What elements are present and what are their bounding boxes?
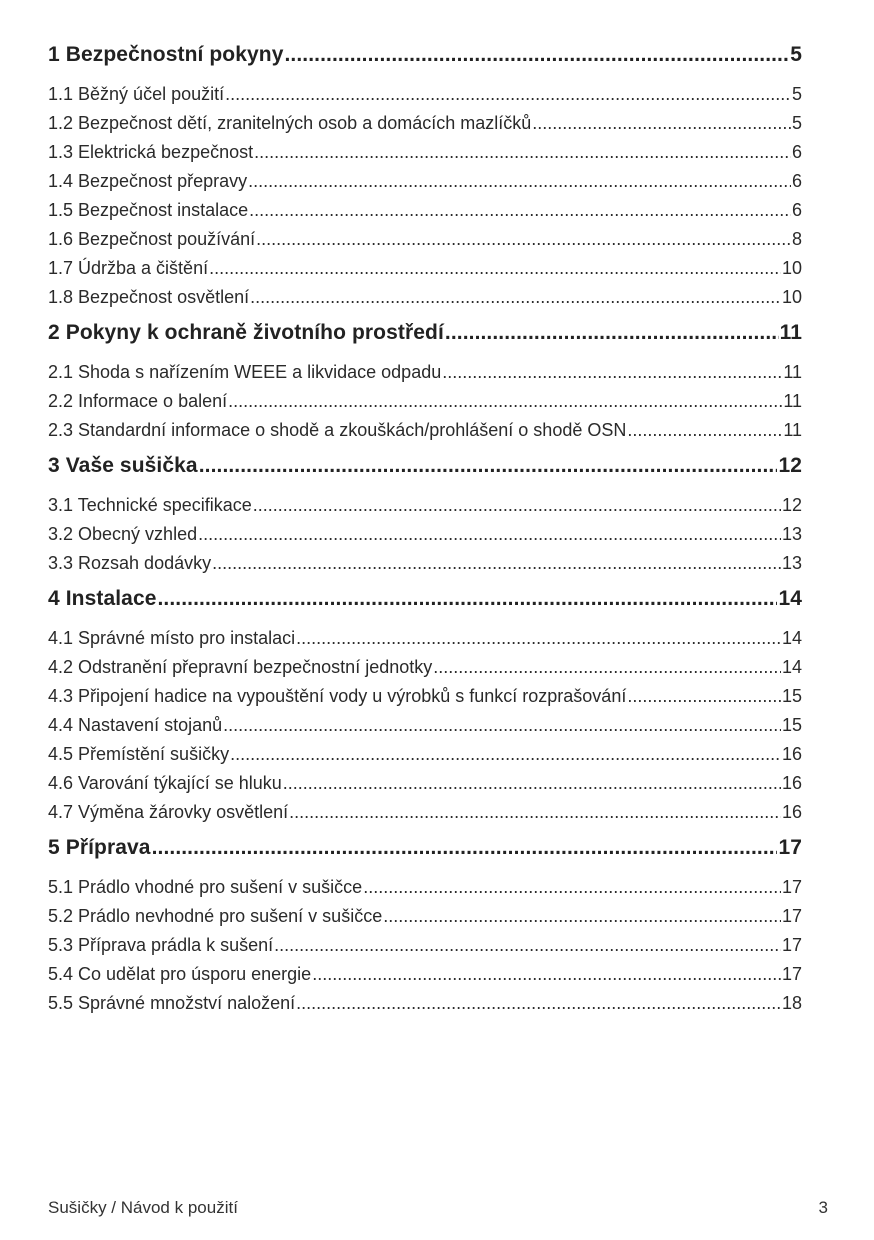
toc-subsection-title: 1.8 Bezpečnost osvětlení	[48, 287, 250, 307]
toc-chapter-title: 1 Bezpečnostní pokyny	[48, 43, 284, 66]
toc-subsection-title: 2.3 Standardní informace o shodě a zkouškách/prohlášení o shodě OSN	[48, 420, 627, 440]
toc-subsection-entry[interactable]	[48, 196, 802, 225]
toc-subsection-entry[interactable]	[48, 769, 802, 798]
toc-chapter-page: 5	[790, 43, 802, 66]
toc-subsection-entry[interactable]	[48, 225, 802, 254]
toc-subsection-page: 17	[781, 906, 802, 926]
toc-section	[48, 316, 802, 445]
toc-chapter-page: 14	[778, 587, 802, 610]
toc-chapter-entry[interactable]	[48, 831, 802, 864]
toc-subsection-page: 13	[781, 524, 802, 544]
toc-chapter-page: 11	[779, 321, 802, 344]
toc-subsection-page: 16	[781, 744, 802, 764]
toc-subsection-title: 4.2 Odstranění přepravní bezpečnostní jednotky	[48, 657, 433, 677]
toc-subsection-title: 3.3 Rozsah dodávky	[48, 553, 212, 573]
toc-subsection-title: 5.3 Příprava prádla k sušení	[48, 935, 274, 955]
toc-subsection-title: 5.1 Prádlo vhodné pro sušení v sušičce	[48, 877, 363, 897]
toc-leader-dots	[158, 582, 778, 615]
toc-leader-dots	[442, 358, 782, 387]
table-of-contents	[48, 38, 802, 1018]
toc-subsection-page: 10	[781, 287, 802, 307]
toc-subsection-page: 6	[791, 171, 802, 191]
footer-document-title: Sušičky / Návod k použití	[48, 1198, 238, 1217]
toc-subsection-page: 16	[781, 773, 802, 793]
toc-subsection-title: 2.1 Shoda s nařízením WEEE a likvidace odpadu	[48, 362, 442, 382]
toc-subsection-title: 4.6 Varování týkající se hluku	[48, 773, 282, 793]
toc-subsection-entry[interactable]	[48, 653, 802, 682]
toc-leader-dots	[250, 283, 781, 312]
toc-chapter-title: 5 Příprava	[48, 836, 151, 859]
toc-chapter-entry[interactable]	[48, 316, 802, 349]
toc-subsection-entry[interactable]	[48, 682, 802, 711]
toc-subsection-page: 16	[781, 802, 802, 822]
toc-subsection-entry[interactable]	[48, 549, 802, 578]
toc-subsection-title: 1.7 Údržba a čištění	[48, 258, 209, 278]
toc-subsection-page: 11	[783, 420, 802, 440]
toc-subsection-title: 5.2 Prádlo nevhodné pro sušení v sušičce	[48, 906, 383, 926]
toc-section	[48, 831, 802, 1018]
toc-leader-dots	[363, 873, 781, 902]
toc-leader-dots	[296, 624, 781, 653]
toc-subsection-entry[interactable]	[48, 798, 802, 827]
toc-subsection-title: 4.1 Správné místo pro instalaci	[48, 628, 296, 648]
toc-subsection-page: 13	[781, 553, 802, 573]
toc-subsection-entry[interactable]	[48, 109, 802, 138]
toc-chapter-title: 3 Vaše sušička	[48, 454, 198, 477]
toc-subsection-page: 18	[781, 993, 802, 1013]
footer-page-number: 3	[818, 1198, 828, 1217]
toc-chapter-entry[interactable]	[48, 38, 802, 71]
toc-subsection-entry[interactable]	[48, 873, 802, 902]
toc-leader-dots	[256, 225, 791, 254]
toc-subsection-page: 8	[791, 229, 802, 249]
toc-chapter-title: 2 Pokyny k ochraně životního prostředí	[48, 321, 444, 344]
toc-subsection-title: 3.1 Technické specifikace	[48, 495, 252, 515]
toc-subsection-title: 4.5 Přemístění sušičky	[48, 744, 230, 764]
toc-subsection-page: 6	[791, 142, 802, 162]
toc-subsection-page: 17	[781, 964, 802, 984]
toc-leader-dots	[289, 798, 781, 827]
toc-chapter-entry[interactable]	[48, 449, 802, 482]
toc-subsection-entry[interactable]	[48, 960, 802, 989]
toc-leader-dots	[296, 989, 781, 1018]
toc-subsection-page: 14	[781, 657, 802, 677]
toc-subsection-page: 10	[781, 258, 802, 278]
toc-leader-dots	[249, 196, 791, 225]
toc-section	[48, 38, 802, 312]
toc-subsection-title: 1.1 Běžný účel použití	[48, 84, 225, 104]
toc-subsection-page: 11	[783, 362, 802, 382]
toc-subsection-entry[interactable]	[48, 491, 802, 520]
toc-subsection-title: 4.7 Výměna žárovky osvětlení	[48, 802, 289, 822]
toc-subsection-entry[interactable]	[48, 711, 802, 740]
toc-leader-dots	[198, 520, 781, 549]
toc-subsection-entry[interactable]	[48, 80, 802, 109]
toc-subsection-title: 2.2 Informace o balení	[48, 391, 228, 411]
toc-leader-dots	[274, 931, 781, 960]
toc-subsection-title: 1.4 Bezpečnost přepravy	[48, 171, 248, 191]
toc-leader-dots	[223, 711, 781, 740]
toc-leader-dots	[627, 682, 781, 711]
toc-subsection-title: 1.3 Elektrická bezpečnost	[48, 142, 254, 162]
toc-subsection-entry[interactable]	[48, 254, 802, 283]
toc-subsection-title: 5.4 Co udělat pro úsporu energie	[48, 964, 312, 984]
toc-leader-dots	[285, 38, 790, 71]
toc-subsection-page: 12	[781, 495, 802, 515]
toc-subsection-page: 11	[783, 391, 802, 411]
toc-leader-dots	[627, 416, 782, 445]
toc-subsection-page: 15	[781, 686, 802, 706]
toc-subsection-entry[interactable]	[48, 387, 802, 416]
toc-chapter-page: 17	[778, 836, 802, 859]
toc-leader-dots	[253, 491, 781, 520]
toc-subsection-entry[interactable]	[48, 624, 802, 653]
toc-subsection-entry[interactable]	[48, 358, 802, 387]
toc-leader-dots	[433, 653, 781, 682]
toc-subsection-entry[interactable]	[48, 902, 802, 931]
toc-leader-dots	[383, 902, 781, 931]
toc-leader-dots	[532, 109, 791, 138]
toc-leader-dots	[152, 831, 778, 864]
toc-subsection-title: 3.2 Obecný vzhled	[48, 524, 198, 544]
toc-leader-dots	[228, 387, 782, 416]
toc-leader-dots	[199, 449, 778, 482]
toc-leader-dots	[312, 960, 781, 989]
toc-chapter-title: 4 Instalace	[48, 587, 157, 610]
toc-subsection-entry[interactable]	[48, 167, 802, 196]
toc-subsection-page: 14	[781, 628, 802, 648]
toc-leader-dots	[209, 254, 781, 283]
toc-subsection-title: 1.5 Bezpečnost instalace	[48, 200, 249, 220]
toc-subsection-title: 1.2 Bezpečnost dětí, zranitelných osob a domácích mazlíčků	[48, 113, 532, 133]
toc-leader-dots	[230, 740, 781, 769]
toc-subsection-entry[interactable]	[48, 283, 802, 312]
toc-subsection-entry[interactable]	[48, 520, 802, 549]
toc-subsection-title: 4.3 Připojení hadice na vypouštění vody u výrobků s funkcí rozprašování	[48, 686, 627, 706]
toc-chapter-page: 12	[778, 454, 802, 477]
toc-subsection-page: 17	[781, 877, 802, 897]
toc-section	[48, 582, 802, 827]
toc-subsection-page: 15	[781, 715, 802, 735]
toc-subsection-entry[interactable]	[48, 989, 802, 1018]
toc-subsection-entry[interactable]	[48, 931, 802, 960]
toc-subsection-entry[interactable]	[48, 740, 802, 769]
toc-leader-dots	[445, 316, 779, 349]
toc-subsection-page: 5	[791, 113, 802, 133]
toc-subsection-title: 5.5 Správné množství naložení	[48, 993, 296, 1013]
toc-leader-dots	[212, 549, 781, 578]
toc-chapter-entry[interactable]	[48, 582, 802, 615]
toc-leader-dots	[283, 769, 781, 798]
toc-subsection-entry[interactable]	[48, 138, 802, 167]
toc-leader-dots	[225, 80, 791, 109]
toc-subsection-title: 1.6 Bezpečnost používání	[48, 229, 256, 249]
toc-leader-dots	[254, 138, 791, 167]
toc-leader-dots	[248, 167, 791, 196]
toc-subsection-page: 5	[791, 84, 802, 104]
toc-subsection-title: 4.4 Nastavení stojanů	[48, 715, 223, 735]
toc-subsection-page: 17	[781, 935, 802, 955]
toc-subsection-page: 6	[791, 200, 802, 220]
toc-subsection-entry[interactable]	[48, 416, 802, 445]
toc-section	[48, 449, 802, 578]
